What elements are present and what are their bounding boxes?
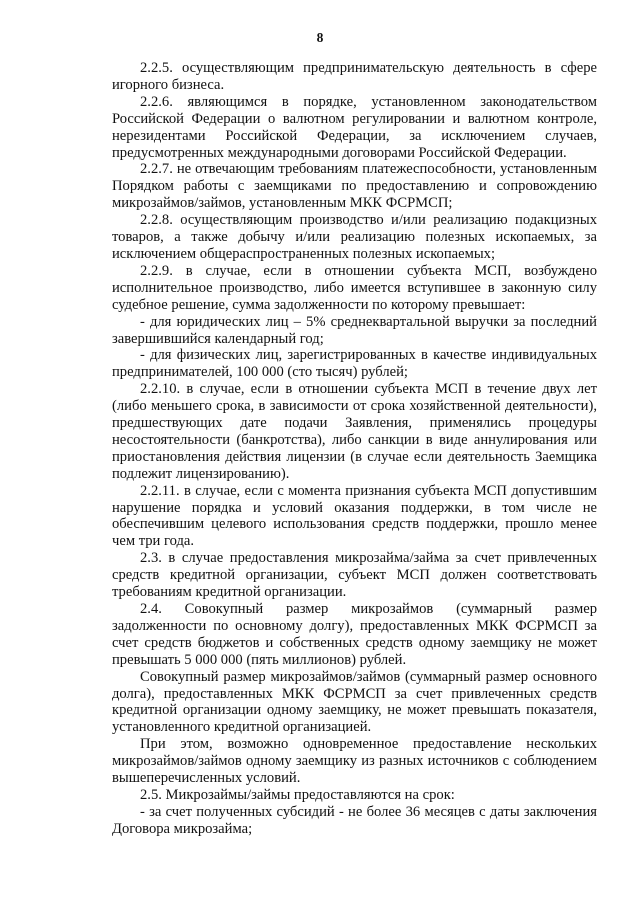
paragraph-2-2-5: 2.2.5. осуществляющим предпринимательскую деятельность в сфере игорного бизнеса. (112, 60, 597, 93)
paragraph-2-5: 2.5. Микрозаймы/займы предоставляются на срок: (140, 786, 455, 803)
list-item-subsidies-term: - за счет полученных субсидий - не более 36 месяцев с даты заключения Договора микрозайма; (112, 803, 597, 837)
paragraph-2-2-10: 2.2.10. в случае, если в отношении субъекта МСП в течение двух лет (либо меньшего срока, в зависимости от срока хозяйственной деятельности), предшествующих дате подачи Заявления, применялись процедуры несостоятельности (банкротства), либо санкции в виде аннулирования или приостановления действия лицензии (в случае если деятельность Заемщика подлежит лицензированию). (112, 381, 597, 482)
paragraph-total-loan-size: Совокупный размер микрозаймов/займов (суммарный размер основного долга), предоставленных МКК ФСРМСП за счет привлеченных средств кредитной организации одному заемщику, не может превышать показателя, установленного кредитной организацией. (112, 668, 597, 736)
paragraph-2-4: 2.4. Совокупный размер микрозаймов (суммарный размер задолженности по основному долгу), предоставленных МКК ФСРМСП за счет средств бюджетов и собственных средств одному заемщику не может превышать 5 000 000 (пять миллионов) рублей. (112, 601, 597, 668)
paragraph-2-3: 2.3. в случае предоставления микрозайма/займа за счет привлеченных средств кредитной организации, субъект МСП должен соответствовать требованиям кредитной организации. (112, 550, 597, 601)
paragraph-2-2-7: 2.2.7. не отвечающим требованиям платежеспособности, установленным Порядком работы с заемщиками по предоставлению и сопровождению микрозаймов/займов, установленным МКК ФСРМСП; (112, 161, 597, 212)
list-item-individuals: - для физических лиц, зарегистрированных в качестве индивидуальных предпринимателей, 100 000 (сто тысяч) рублей; (112, 347, 597, 381)
paragraph-2-2-8: 2.2.8. осуществляющим производство и/или реализацию подакцизных товаров, а также добычу и/или реализацию полезных ископаемых, за исключением общераспространенных полезных ископаемых; (112, 212, 597, 262)
paragraph-2-2-9: 2.2.9. в случае, если в отношении субъекта МСП, возбуждено исполнительное производство, либо имеется вступившее в законную силу судебное решение, сумма задолженности по которому превышает: (112, 262, 597, 313)
list-item-legal-entities: - для юридических лиц – 5% среднеквартальной выручки за последний завершившийся календарный год; (112, 313, 597, 347)
paragraph-simultaneous-loans: При этом, возможно одновременное предоставление нескольких микрозаймов/займов одному заемщику из разных источников с соблюдением вышеперечисленных условий. (112, 736, 597, 787)
paragraph-2-2-6: 2.2.6. являющимся в порядке, установленном законодательством Российской Федерации о валютном регулировании и валютном контроле, нерезидентами Российской Федерации, за исключением случаев, предусмотренных международными договорами Российской Федерации. (112, 93, 597, 161)
paragraph-2-2-11: 2.2.11. в случае, если с момента признания субъекта МСП допустившим нарушение порядка и условий оказания поддержки, в том числе не обеспечившим целевого использования средств поддержки, прошло менее чем три года. (112, 482, 597, 550)
page-number: 8 (316, 30, 324, 45)
document-body (112, 60, 597, 838)
